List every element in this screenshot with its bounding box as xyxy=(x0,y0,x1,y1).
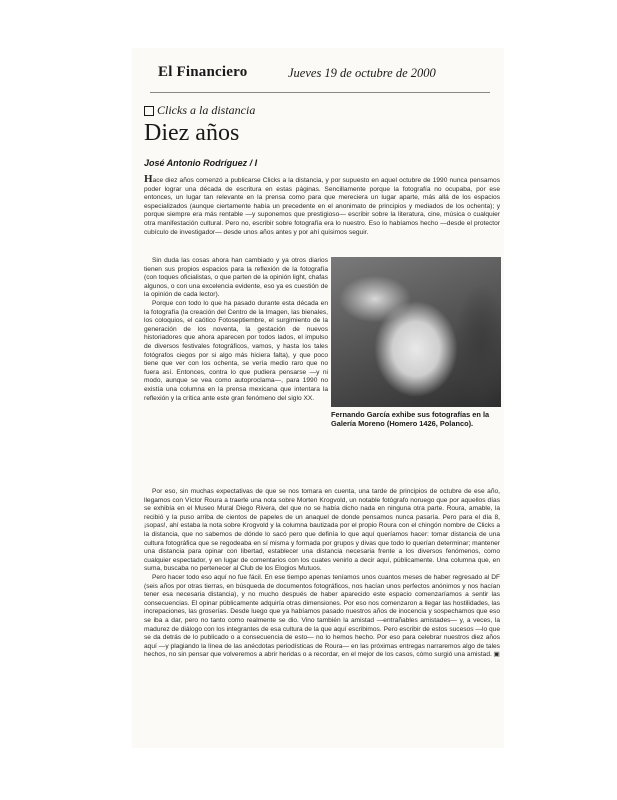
masthead xyxy=(150,62,490,93)
byline: José Antonio Rodríguez / I xyxy=(144,158,258,168)
paragraph: Sin duda las cosas ahora han cambiado y ya otros diarios tienen sus propios espacios para la reflexión de la fotografía (con toques oficialistas, o que parten de la opinión light, chafas algunos, o con una excelencia evidente, eso ya es cuestión de la opinión de cada lector). xyxy=(144,257,328,299)
square-bullet-icon xyxy=(144,106,154,116)
section-label: Clicks a la distancia xyxy=(157,103,256,117)
paragraph xyxy=(144,175,500,237)
article-intro xyxy=(144,175,500,237)
publication-date: Jueves 19 de octubre de 2000 xyxy=(288,66,436,80)
paragraph-text: ace diez años comenzó a publicarse Clicks a la distancia, y por supuesto en aquel octubre de 1990 nunca pensamos poder lograr una década de escritura en estas páginas. Sencillamente porque la fotografía no ocupaba, por ese entonces, un lugar tan relevante en la prensa como para que mereciera un lugar aparte, más allá de los espacios especializados (aunque ciertamente había un precedente en el anonimato de principios y mediados de los ochenta); y porque siempre era más rentable —y suponemos que prestigioso— escribir sobre la literatura, cine, música o cualquier otra manifestación cultural. Pero no, escribir sobre fotografía era lo nuestro. Eso lo habíamos hecho —desde el protector cubículo de investigador— desde unos años antes y por ahí quisimos seguir. xyxy=(144,177,500,236)
paragraph: Porque con todo lo que ha pasado durante esta década en la fotografía (la creación del Centro de la Imagen, las bienales, los coloquios, el caótico Fotoseptiembre, el surgimiento de la generación de los noventa, la gestación de nuevos historiadores que ahora aparecen por todos lados, el impulso de diversos festivales fotográficos, vamos, y hasta los tales fotógrafos ciegos por si algo más hiciera falta), y que poco tiene que ver con los ochenta, se vería medio raro que no fuera así. Entonces, contra lo que pudiera pensarse —y ni modo, aunque se vea como autoproclama—, para 1990 no existía una columna en la prensa mexicana que intentara la reflexión y la crítica ante este gran fenómeno del siglo XX. xyxy=(144,299,328,402)
article-photo xyxy=(331,257,501,407)
newspaper-name: El Financiero xyxy=(158,64,248,80)
photo-caption: Fernando García exhibe sus fotografías en la Galería Moreno (Homero 1426, Polanco). xyxy=(331,410,490,428)
dropcap: H xyxy=(144,173,153,185)
headline: Diez años xyxy=(144,120,240,146)
article-body xyxy=(144,488,500,660)
article-column xyxy=(144,257,328,403)
paragraph: Por eso, sin muchas expectativas de que se nos tomara en cuenta, una tarde de principios de octubre de ese año, llegamos con Víctor Roura a traerle una nota sobre Morten Krogvold, un notable fotógrafo noruego que por aquellos días se exhibía en el Museo Mural Diego Rivera, del que no se había dicho nada en ninguna otra parte. Roura, amable, la recibió y la puso arriba de cientos de papeles de un anaquel de donde pensamos nunca pasaría. Pero para el día 8, ¡sopas!, ahí estaba la nota sobre Krogvold y la columna bautizada por el propio Roura con el chingón nombre de Clicks a la distancia, que no sabemos de dónde lo sacó pero que definía lo que aquí queríamos hacer: tomar distancia de una cultura fotográfica que se regodeaba en sí misma y formada por grupos y divas que todo lo querían determinar; mantener una distancia para opinar con libertad, establecer una distancia necesaria frente a los diversos fenómenos, como cualquier espectador, y en lugar de comentarios con los cuates venirlo a decir aquí, públicamente. Una columna que, en suma, buscaba no pertenecer al Club de los Elogios Mutuos. xyxy=(144,488,500,573)
column-section xyxy=(144,103,255,118)
paragraph: Pero hacer todo eso aquí no fue fácil. En ese tiempo apenas teníamos unos cuantos meses de haber regresado al DF (seis años por otras tierras, en búsqueda de documentos fotográficos, nos hacían unos perfectos anónimos y nos hacían tener esa necesaria distancia), y no mucho después de haber aparecido este espacio comenzaríamos a sentir las consecuencias. El opinar públicamente adquiría otras dimensiones. Por eso nos comenzaron a llegar las hostilidades, las increpaciones, las groserías. Desde luego que ya habíamos pasado nuestros años de inocencia y sospechamos que eso se iba a dar, pero no tanto como realmente se dio. Vino también la amistad —entrañables amistades— y, a veces, la madurez de diálogo con los integrantes de esa cultura de la que aquí escribimos. Pero escribir de estos sucesos —lo que se da detrás de lo publicado o a consecuencia de esto— no lo hemos hecho. Por eso para celebrar nuestros diez años aquí —y plagiando la línea de las anécdotas periodísticas de Roura— en las próximas entregas narraremos algo de tales hechos, no sin pensar que volveremos a abrir heridas o a recordar, en el mejor de los casos, cómo surgió una amistad. ▣ xyxy=(144,573,500,659)
